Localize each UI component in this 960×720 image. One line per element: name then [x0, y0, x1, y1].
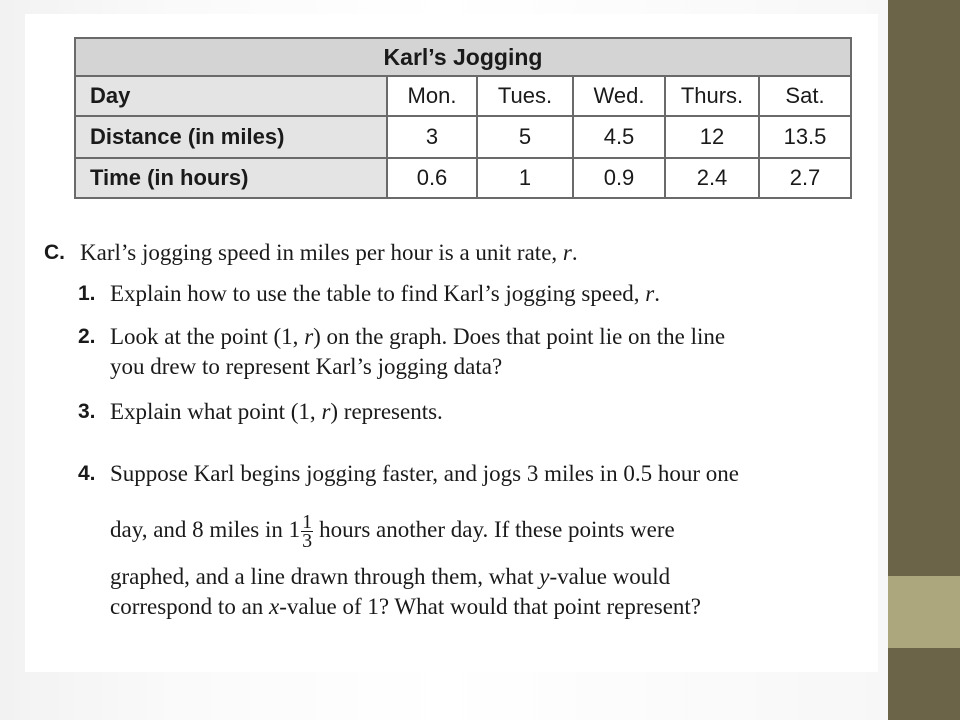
q1-var: r	[645, 281, 655, 306]
q3-body-b: ) represents.	[330, 399, 443, 424]
q1-body: Explain how to use the table to find Karl’s jogging speed,	[110, 281, 646, 306]
q2-line2: you drew to represent Karl’s jogging data?	[110, 354, 503, 379]
part-c-var: r	[562, 240, 572, 265]
distance-thurs: 12	[665, 116, 759, 158]
row-label-time: Time (in hours)	[75, 158, 387, 198]
header-sat: Sat.	[759, 76, 851, 116]
q1-label: 1.	[78, 282, 96, 305]
distance-wed: 4.5	[573, 116, 665, 158]
sidebar-accent-light	[888, 576, 960, 648]
time-tues: 1	[477, 158, 573, 198]
fraction-denominator: 3	[302, 530, 313, 553]
q4-line4-a: correspond to an	[110, 594, 270, 619]
q3-label: 3.	[78, 400, 96, 423]
q3-text	[110, 397, 870, 427]
row-label-distance: Distance (in miles)	[75, 116, 387, 158]
time-mon: 0.6	[387, 158, 477, 198]
q1-text	[110, 279, 870, 309]
q4-line2-b: hours another day. If these points were	[319, 517, 675, 542]
q2-body-b: ) on the graph. Does that point lie on the line	[313, 324, 726, 349]
part-c-intro	[80, 238, 870, 268]
q4-line4-b: -value of 1? What would that point represent?	[279, 594, 702, 619]
distance-mon: 3	[387, 116, 477, 158]
q4-line3-a: graphed, and a line drawn through them, what	[110, 564, 540, 589]
table-row-time	[75, 158, 851, 198]
mixed-number-fraction	[301, 511, 313, 553]
header-thurs: Thurs.	[665, 76, 759, 116]
q1-end: .	[654, 281, 660, 306]
q4-y-var: y	[539, 564, 550, 589]
q2-var: r	[304, 324, 314, 349]
part-c-text: Karl’s jogging speed in miles per hour is a unit rate,	[80, 240, 563, 265]
fraction-numerator: 1	[302, 511, 313, 534]
row-label-day: Day	[75, 76, 387, 116]
time-wed: 0.9	[573, 158, 665, 198]
q2-text	[110, 322, 870, 382]
karls-jogging-table	[74, 37, 852, 199]
q3-var: r	[321, 399, 331, 424]
q4-label: 4.	[78, 462, 96, 485]
distance-tues: 5	[477, 116, 573, 158]
q2-body-a: Look at the point (1,	[110, 324, 305, 349]
q4-line3	[110, 562, 870, 592]
q4-line2	[110, 510, 870, 553]
time-sat: 2.7	[759, 158, 851, 198]
q4-line1: Suppose Karl begins jogging faster, and jogs 3 miles in 0.5 hour one	[110, 461, 739, 486]
table-row-day	[75, 76, 851, 116]
distance-sat: 13.5	[759, 116, 851, 158]
part-c-label: C.	[44, 241, 65, 264]
table-row-distance	[75, 116, 851, 158]
q2-label: 2.	[78, 325, 96, 348]
q3-body-a: Explain what point (1,	[110, 399, 322, 424]
part-c-end: .	[571, 240, 578, 265]
q4-line2-a: day, and 8 miles in 1	[110, 517, 301, 542]
header-wed: Wed.	[573, 76, 665, 116]
q4-x-var: x	[269, 594, 280, 619]
time-thurs: 2.4	[665, 158, 759, 198]
q4-line3-b: -value would	[549, 564, 671, 589]
header-mon: Mon.	[387, 76, 477, 116]
table-title: Karl’s Jogging	[75, 38, 851, 76]
header-tues: Tues.	[477, 76, 573, 116]
q4-line4	[110, 592, 870, 622]
